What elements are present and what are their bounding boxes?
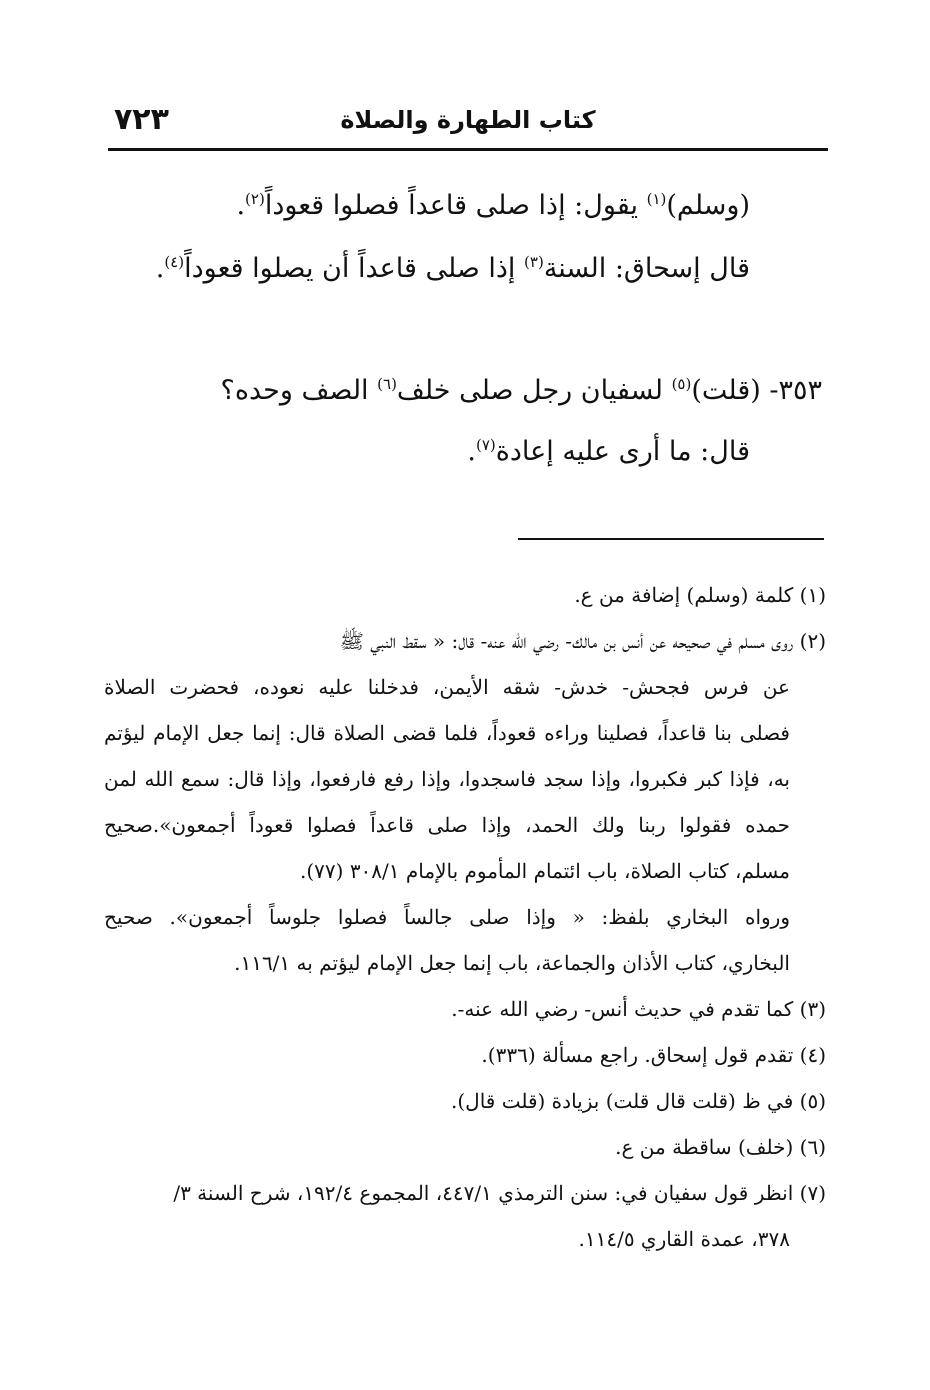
footnote-2-line: فصلى بنا قاعداً، فصلينا وراءه قعوداً، فلما قضى الصلاة قال: إنما جعل الإمام ليؤتم — [104, 721, 790, 745]
header-rule — [108, 148, 828, 151]
text-segment: . — [236, 190, 246, 221]
text-segment: قال: ما أرى عليه إعادة — [495, 436, 750, 467]
body-line-3 — [221, 375, 823, 406]
footnote-ref: (٣) — [524, 253, 544, 271]
body-line-4 — [467, 436, 750, 467]
footnote-ref: (٥) — [671, 375, 692, 393]
footnote-5: (٥) في ظ (قلت قال قلت) بزيادة (قلت قال). — [451, 1089, 826, 1113]
footnote-7-line: (٧) انظر قول سفيان في: سنن الترمذي ٤٤٧/١، المجموع ١٩٢/٤، شرح السنة ٣/ — [173, 1181, 826, 1205]
footnote-2-line: مسلم، كتاب الصلاة، باب ائتمام المأموم بالإمام ٣٠٨/١ (٧٧). — [299, 859, 790, 883]
footnote-3: (٣) كما تقدم في حديث أنس- رضي الله عنه-. — [451, 997, 826, 1021]
footnote-2-line: به، فإذا كبر فكبروا، وإذا سجد فاسجدوا، وإذا رفع فارفعوا، وإذا قال: سمع الله لمن — [104, 767, 790, 791]
footnote-ref: (١) — [646, 190, 667, 208]
text-segment: ٣٥٣- (قلت) — [691, 375, 822, 406]
footnote-4: (٤) تقدم قول إسحاق. راجع مسألة (٣٣٦). — [481, 1043, 826, 1067]
text-segment: إذا صلى قاعداً أن يصلوا قعوداً — [184, 253, 525, 284]
footnotes — [104, 572, 826, 1262]
text-segment: . — [155, 253, 165, 284]
running-header — [108, 100, 828, 146]
text-segment: قال إسحاق: السنة — [543, 253, 750, 284]
text-segment: (وسلم) — [666, 190, 750, 221]
text-segment: لسفيان رجل صلى خلف — [396, 375, 672, 406]
page-number: ٧٢٣ — [114, 102, 169, 137]
text-segment: يقول: إذا صلى قاعداً فصلوا قعوداً — [264, 190, 647, 221]
footnote-ref: (٢) — [245, 190, 265, 208]
footnote-2-line: (٢) روى مسلم في صحيحه عن أنس بن مالك- رضي الله عنه- قال: « سقط النبي ﷺ — [339, 629, 826, 653]
footnote-ref: (٧) — [475, 436, 496, 454]
footnote-7-line: ٣٧٨، عمدة القاري ١١٤/٥. — [578, 1227, 790, 1251]
footnote-separator — [518, 538, 824, 540]
footnote-2-line: حمده فقولوا ربنا ولك الحمد، وإذا صلى قاعداً فصلوا قعوداً أجمعون».صحيح — [104, 813, 790, 837]
body-line-1 — [236, 190, 750, 221]
footnote-2-line: البخاري، كتاب الأذان والجماعة، باب إنما جعل الإمام ليؤتم به ١١٦/١. — [234, 951, 790, 975]
footnote-ref: (٤) — [164, 253, 185, 271]
header-title: كتاب الطهارة والصلاة — [340, 106, 596, 134]
text-segment: الصف وحده؟ — [220, 375, 378, 406]
footnote-1: (١) كلمة (وسلم) إضافة من ع. — [574, 583, 826, 607]
footnote-ref: (٦) — [377, 375, 397, 393]
footnote-2-line: ورواه البخاري بلفظ: « وإذا صلى جالساً فصلوا جلوساً أجمعون». صحيح — [104, 905, 790, 929]
body-line-2 — [156, 253, 750, 284]
footnote-2-line: عن فرس فجحش- خدش- شقه الأيمن، فدخلنا عليه نعوده، فحضرت الصلاة — [104, 675, 790, 699]
footnote-6: (٦) (خلف) ساقطة من ع. — [615, 1135, 826, 1159]
text-segment: . — [467, 436, 476, 467]
